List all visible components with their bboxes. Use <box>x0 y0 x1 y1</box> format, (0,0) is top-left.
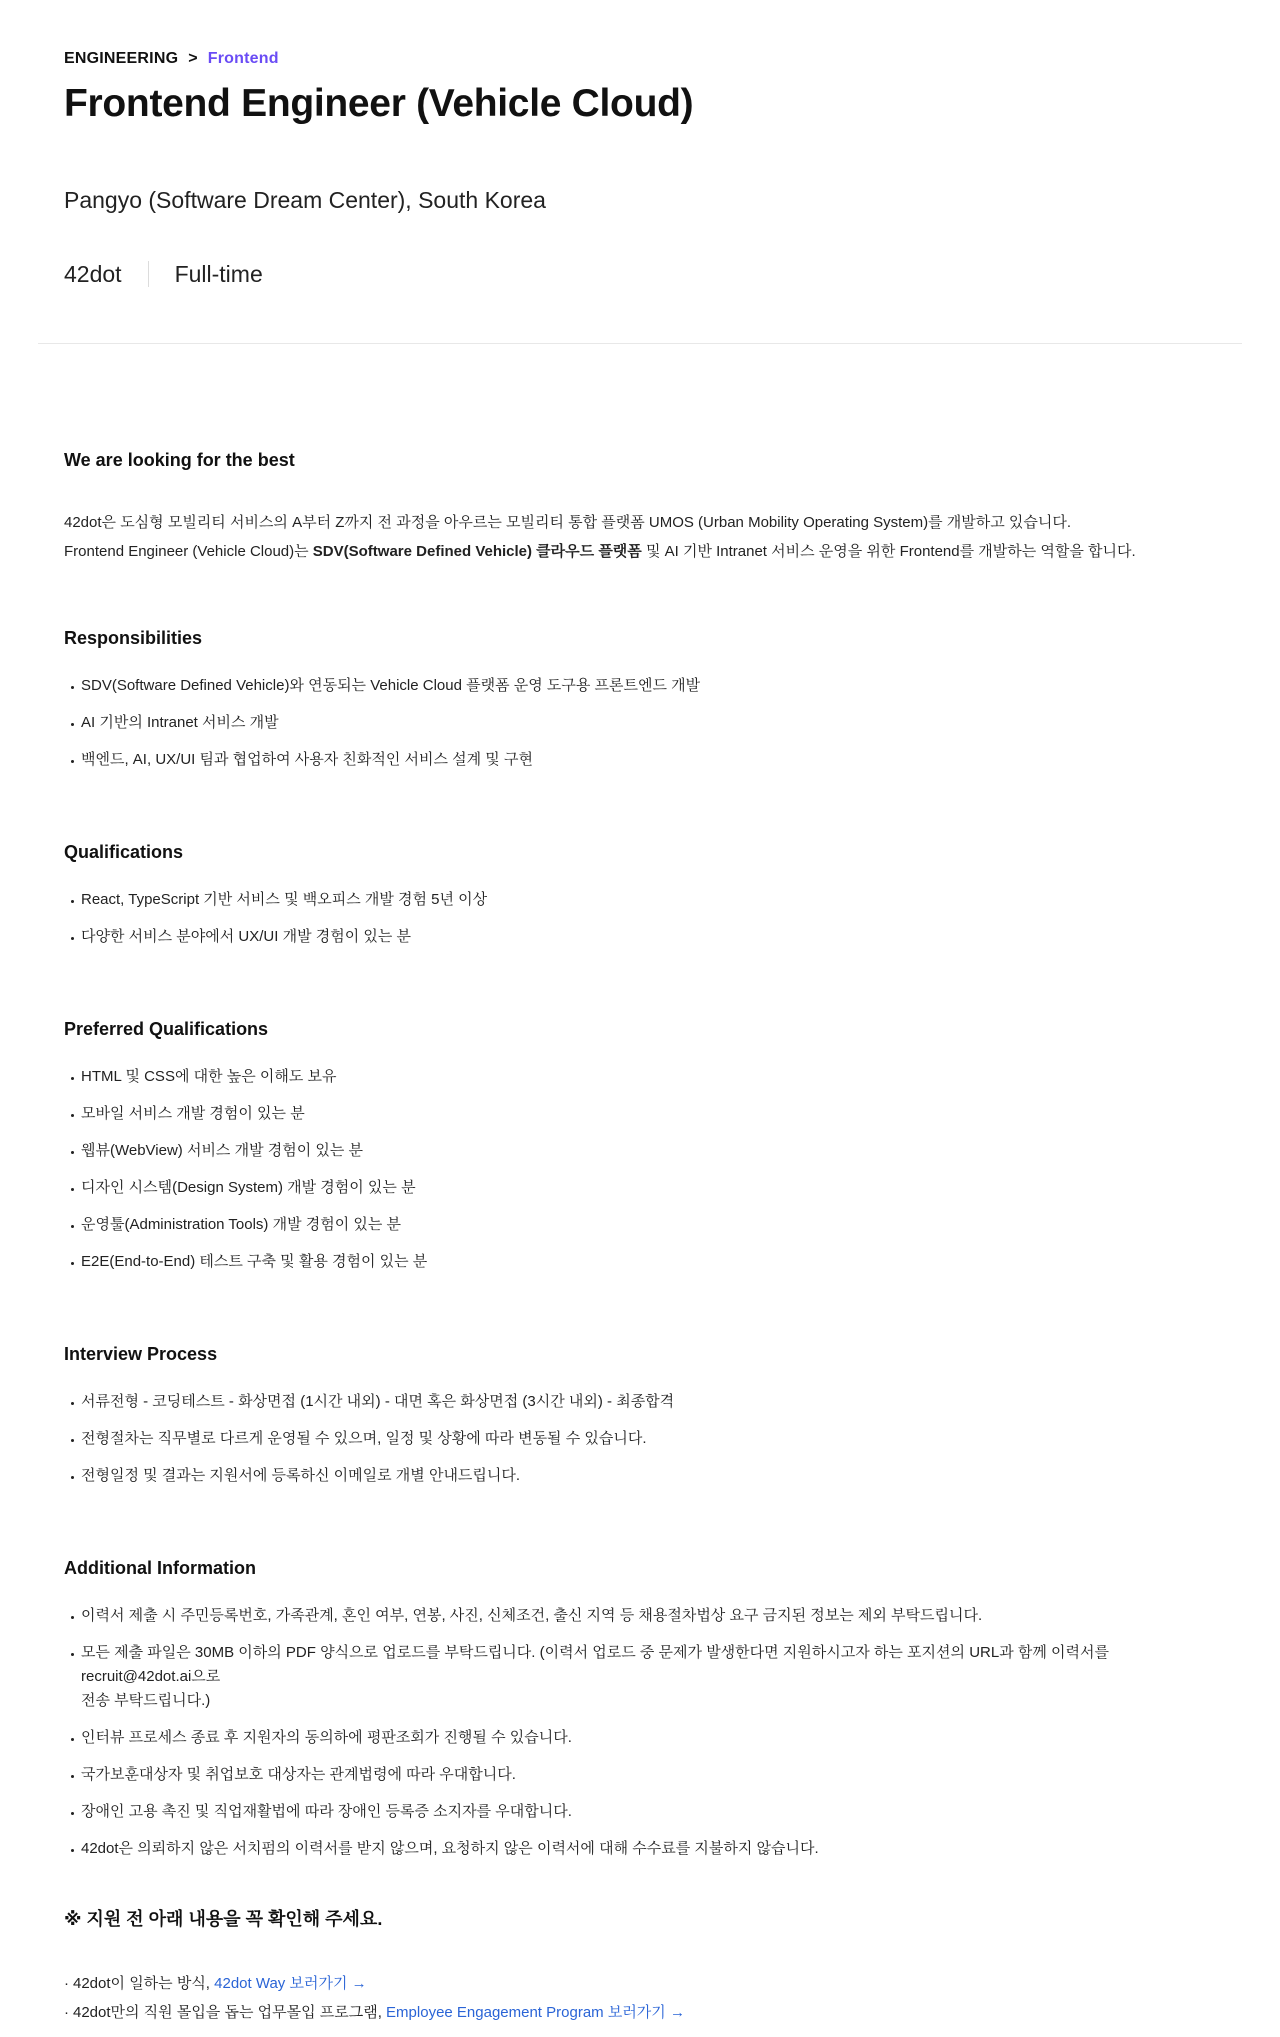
section-title: Responsibilities <box>64 628 203 648</box>
breadcrumb-separator: > <box>188 50 198 67</box>
company-name: 42dot <box>64 260 122 287</box>
additional-section <box>64 1556 1216 1861</box>
job-header <box>38 0 1242 344</box>
section-title: Interview Process <box>64 1344 218 1364</box>
list-item: 전형일정 및 결과는 지원서에 등록하신 이메일로 개별 안내드립니다. <box>64 1464 1216 1488</box>
notice-row-way: · 42dot이 일하는 방식, 42dot Way 보러가기 → <box>64 1975 367 1992</box>
list-item: E2E(End-to-End) 테스트 구축 및 활용 경험이 있는 분 <box>64 1250 1216 1274</box>
notice-title: ※ 지원 전 아래 내용을 꼭 확인해 주세요. <box>64 1909 383 1929</box>
responsibilities-section <box>64 626 1216 772</box>
breadcrumb-current[interactable]: Frontend <box>207 50 279 67</box>
notice-row-engagement: · 42dot만의 직원 몰입을 돕는 업무몰입 프로그램, Employee Engagement Program 보러가기 → <box>64 2004 685 2021</box>
intro-line-2: Frontend Engineer (Vehicle Cloud)는 SDV(Software Defined Vehicle) 클라우드 플랫폼 및 AI 기반 Intranet 서비스 운영을 위한 Frontend를 개발하는 역할을 합니다. <box>64 543 1136 560</box>
list-item: 인터뷰 프로세스 종료 후 지원자의 동의하에 평판조회가 진행될 수 있습니다. <box>64 1726 1216 1750</box>
section-title: Preferred Qualifications <box>64 1019 269 1039</box>
intro-line-1: 42dot은 도심형 모빌리티 서비스의 A부터 Z까지 전 과정을 아우르는 모빌리티 통합 플랫폼 UMOS (Urban Mobility Operating System)를 개발하고 있습니다. <box>64 514 1072 531</box>
intro-section <box>64 448 1216 566</box>
qualifications-section <box>64 840 1216 949</box>
responsibilities-list <box>64 674 1216 772</box>
list-item: 국가보훈대상자 및 취업보호 대상자는 관계법령에 따라 우대합니다. <box>64 1763 1216 1787</box>
job-description <box>0 448 1280 2027</box>
breadcrumb-parent[interactable]: ENGINEERING <box>64 50 179 67</box>
notice-section <box>64 1907 1216 2027</box>
preferred-section <box>64 1017 1216 1274</box>
list-item: 전형절차는 직무별로 다르게 운영될 수 있으며, 일정 및 상황에 따라 변동될 수 있습니다. <box>64 1427 1216 1451</box>
breadcrumb <box>64 48 1178 70</box>
list-item: 장애인 고용 촉진 및 직업재활법에 따라 장애인 등록증 소지자를 우대합니다. <box>64 1800 1216 1824</box>
list-item: 모바일 서비스 개발 경험이 있는 분 <box>64 1102 1216 1126</box>
job-location: Pangyo (Software Dream Center), South Korea <box>64 187 546 213</box>
list-item: 42dot은 의뢰하지 않은 서치펌의 이력서를 받지 않으며, 요청하지 않은 이력서에 대해 수수료를 지불하지 않습니다. <box>64 1837 1216 1861</box>
meta-divider <box>148 261 149 287</box>
list-item: React, TypeScript 기반 서비스 및 백오피스 개발 경험 5년 이상 <box>64 888 1216 912</box>
list-item: 서류전형 - 코딩테스트 - 화상면접 (1시간 내외) - 대면 혹은 화상면접 (3시간 내외) - 최종합격 <box>64 1390 1216 1414</box>
list-item: 백엔드, AI, UX/UI 팀과 협업하여 사용자 친화적인 서비스 설계 및 구현 <box>64 748 1216 772</box>
intro-highlight: SDV(Software Defined Vehicle) 클라우드 플랫폼 <box>312 543 642 560</box>
engagement-program-link[interactable]: Employee Engagement Program 보러가기 → <box>386 2004 685 2021</box>
list-item: 디자인 시스템(Design System) 개발 경험이 있는 분 <box>64 1176 1216 1200</box>
list-item: 이력서 제출 시 주민등록번호, 가족관계, 혼인 여부, 연봉, 사진, 신체조건, 출신 지역 등 채용절차법상 요구 금지된 정보는 제외 부탁드립니다. <box>64 1604 1216 1628</box>
list-item: 모든 제출 파일은 30MB 이하의 PDF 양식으로 업로드를 부탁드립니다. (이력서 업로드 중 문제가 발생한다면 지원하시고자 하는 포지션의 URL과 함께 이력서를 recruit@42dot.ai으로 전송 부탁드립니다.) <box>64 1641 1216 1713</box>
list-item: SDV(Software Defined Vehicle)와 연동되는 Vehicle Cloud 플랫폼 운영 도구용 프론트엔드 개발 <box>64 674 1216 698</box>
notice-bullet: · <box>64 1975 69 1992</box>
list-item: AI 기반의 Intranet 서비스 개발 <box>64 711 1216 735</box>
qualifications-list <box>64 888 1216 949</box>
employment-type: Full-time <box>174 260 263 287</box>
job-meta <box>64 258 1178 290</box>
additional-list <box>64 1604 1216 1861</box>
list-item: HTML 및 CSS에 대한 높은 이해도 보유 <box>64 1065 1216 1089</box>
notice-links <box>64 1969 1216 2027</box>
list-item: 웹뷰(WebView) 서비스 개발 경험이 있는 분 <box>64 1139 1216 1163</box>
list-item: 다양한 서비스 분야에서 UX/UI 개발 경험이 있는 분 <box>64 925 1216 949</box>
interview-section <box>64 1342 1216 1488</box>
42dot-way-link[interactable]: 42dot Way 보러가기 → <box>214 1975 367 1992</box>
interview-list <box>64 1390 1216 1488</box>
notice-bullet: · <box>64 2004 69 2021</box>
section-title: Additional Information <box>64 1558 256 1578</box>
job-title: Frontend Engineer (Vehicle Cloud) <box>64 82 694 125</box>
preferred-list <box>64 1065 1216 1274</box>
section-title: We are looking for the best <box>64 450 295 470</box>
section-title: Qualifications <box>64 842 184 862</box>
list-item: 운영툴(Administration Tools) 개발 경험이 있는 분 <box>64 1213 1216 1237</box>
